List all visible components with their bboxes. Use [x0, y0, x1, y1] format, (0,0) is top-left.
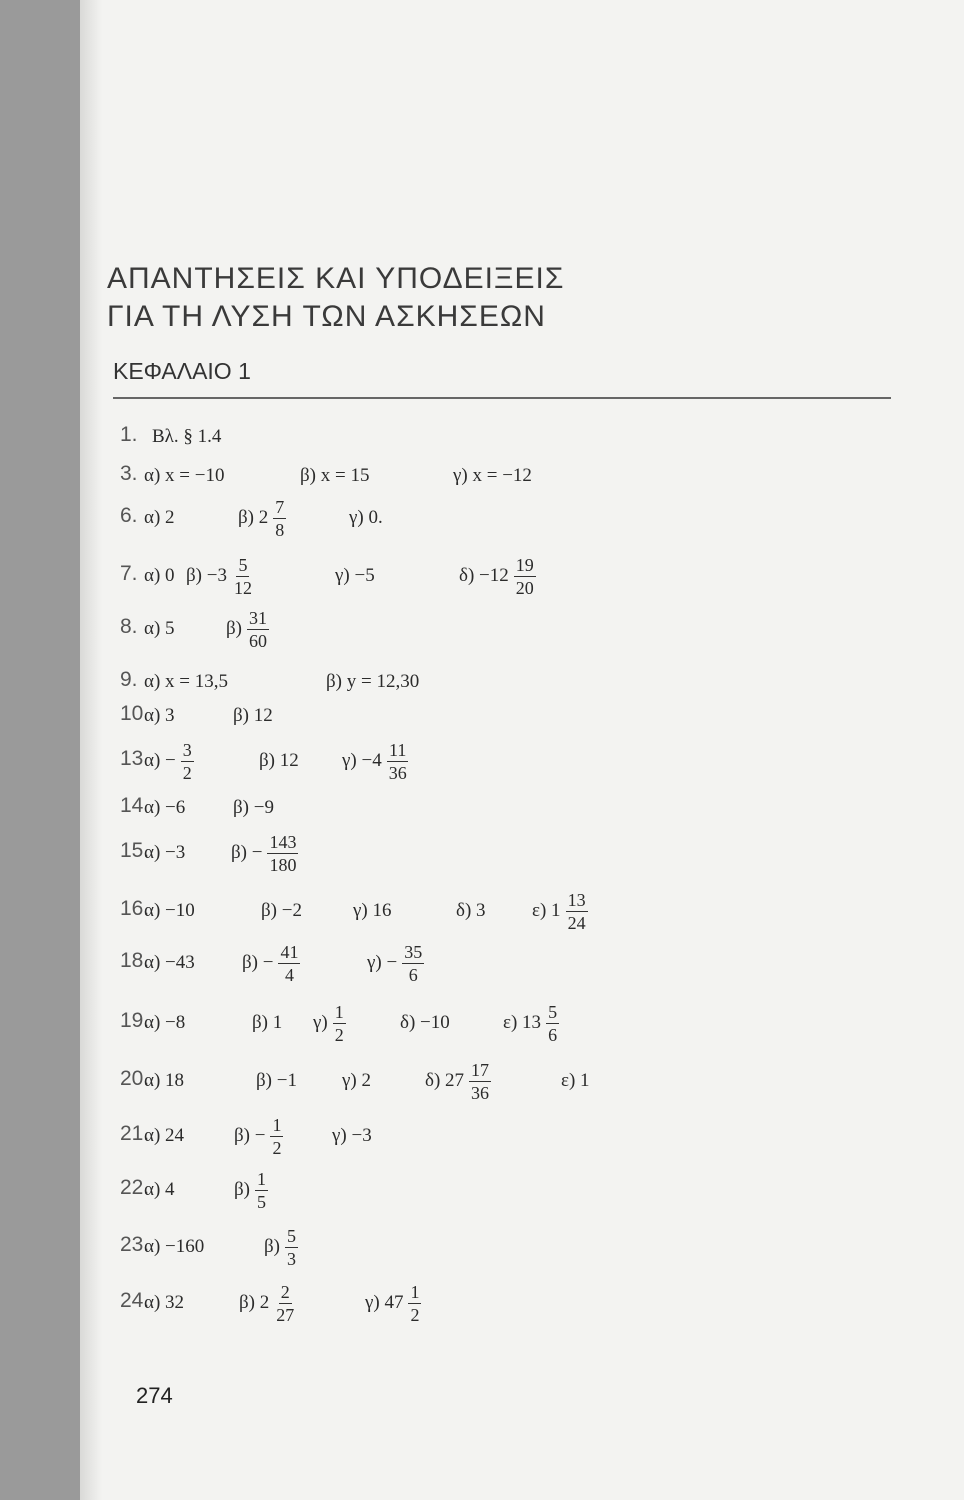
fraction-numerator: 19 [515, 554, 534, 575]
answer-text: α) −160 [144, 1236, 205, 1257]
exercise-number: 7. [120, 562, 138, 585]
answer-text: β) −1 [256, 1070, 297, 1091]
answer-text: γ) 16 [353, 900, 392, 921]
fraction-denominator: 27 [276, 1304, 295, 1325]
fraction-denominator: 20 [515, 577, 534, 598]
fraction-denominator: 12 [233, 577, 252, 598]
answer-text: β) 1 [252, 1012, 283, 1033]
exercise-number: 23. [120, 1233, 150, 1256]
answer-part [144, 1158, 177, 1222]
exercise-number: 22. [120, 1176, 150, 1199]
answer-text: γ) 0. [349, 507, 383, 528]
answer-text: β) 2 [239, 1292, 270, 1313]
fraction-denominator: 60 [249, 630, 267, 651]
answer-part [144, 931, 197, 995]
fraction [566, 891, 588, 932]
exercise-number: 19. [120, 1009, 150, 1032]
exercise-number: 1. [120, 423, 138, 446]
fraction-numerator: 31 [249, 607, 267, 628]
exercise-number: 6. [120, 504, 138, 527]
fraction-denominator: 180 [269, 854, 297, 875]
exercise-number: 14 [120, 794, 144, 817]
answer-text: α) 3 [144, 705, 175, 726]
exercise-number: 3. [120, 462, 138, 485]
answer-row [80, 1215, 964, 1279]
section-heading-line-2: ΓΙΑ ΤΗ ΛΥΣΗ ΤΩΝ ΑΣΚΗΣΕΩΝ [107, 300, 546, 333]
fraction-denominator: 2 [334, 1024, 344, 1045]
answer-part [234, 1158, 271, 1222]
answer-text: β) 2 [238, 507, 269, 528]
answer-text: γ) x = −12 [453, 465, 532, 486]
answer-text: α) 0 [144, 565, 175, 586]
fraction-denominator: 36 [471, 1082, 490, 1103]
fraction [273, 498, 286, 539]
exercise-number: 10 [120, 702, 144, 725]
answer-text: β) y = 12,30 [326, 671, 420, 692]
fraction-denominator: 5 [257, 1191, 266, 1212]
answer-text: γ) − [367, 952, 398, 973]
fraction-numerator: 1 [334, 1001, 344, 1022]
answer-text: δ) −12 [459, 565, 509, 586]
answer-text: β) [234, 1179, 250, 1200]
answer-part [503, 991, 562, 1055]
answer-text: β) [264, 1236, 280, 1257]
answer-text: γ) [313, 1012, 328, 1033]
answer-part [349, 486, 385, 550]
fraction [402, 943, 424, 984]
answer-text: β) −3 [186, 565, 227, 586]
fraction-numerator: 5 [287, 1225, 296, 1246]
fraction [270, 1116, 283, 1157]
exercise-number: 15. [120, 839, 150, 862]
answer-text: α) 18 [144, 1070, 185, 1091]
exercise-number: 9. [120, 668, 138, 691]
answer-part [367, 931, 427, 995]
answer-part [144, 1215, 206, 1279]
exercise-number: 13 [120, 747, 144, 770]
fraction [247, 609, 269, 650]
chapter-title: ΚΕΦΑΛΑΙΟ 1 [113, 358, 251, 384]
fraction-denominator: 6 [548, 1024, 558, 1045]
fraction-denominator: 36 [388, 762, 407, 783]
fraction-denominator: 6 [408, 964, 418, 985]
answer-text: β) − [242, 952, 274, 973]
exercise-number: 8. [120, 615, 138, 638]
fraction-numerator: 35 [404, 941, 423, 962]
answer-text: Βλ. § 1.4 [152, 426, 222, 447]
fraction-numerator: 143 [269, 831, 297, 852]
answer-part [252, 991, 284, 1055]
fraction-denominator: 8 [275, 519, 285, 540]
fraction [333, 1003, 346, 1044]
answer-text: δ) −10 [400, 1012, 450, 1033]
answer-part [238, 486, 289, 550]
answer-text: β) [226, 618, 242, 639]
answer-part [144, 1271, 186, 1335]
fraction-denominator: 4 [284, 964, 294, 985]
answer-part [313, 991, 349, 1055]
fraction [255, 1170, 268, 1211]
answer-text: ε) 1 [532, 900, 561, 921]
answer-text: α) −8 [144, 1012, 186, 1033]
answer-text: α) 5 [144, 618, 175, 639]
answer-part [264, 1215, 301, 1279]
answer-text: β) −2 [261, 900, 302, 921]
exercise-number: 16. [120, 897, 150, 920]
fraction-numerator: 1 [272, 1114, 282, 1135]
answer-text: β) − [231, 842, 263, 863]
answer-text: α) − [144, 750, 176, 771]
fraction-denominator: 3 [287, 1248, 296, 1269]
divider-rule [113, 397, 891, 399]
exercise-number: 24. [120, 1289, 150, 1312]
fraction [514, 556, 536, 597]
exercise-number: 18. [120, 949, 150, 972]
answer-text: ε) 1 [561, 1070, 590, 1091]
fraction [274, 1283, 296, 1324]
answer-part [242, 931, 303, 995]
fraction-numerator: 13 [567, 889, 586, 910]
answer-text: α) −43 [144, 952, 195, 973]
fraction-numerator: 17 [471, 1059, 490, 1080]
answer-text: γ) −5 [335, 565, 375, 586]
fraction-numerator: 1 [257, 1168, 266, 1189]
answer-text: β) −9 [233, 797, 274, 818]
fraction [546, 1003, 559, 1044]
fraction [278, 943, 300, 984]
exercise-number: 21. [120, 1122, 150, 1145]
fraction-numerator: 5 [548, 1001, 558, 1022]
fraction-numerator: 7 [275, 496, 285, 517]
fraction-numerator: 5 [238, 554, 248, 575]
answer-text: α) x = −10 [144, 465, 225, 486]
fraction [469, 1061, 491, 1102]
answer-text: δ) 27 [425, 1070, 465, 1091]
answer-text: α) 2 [144, 507, 175, 528]
exercise-number: 20. [120, 1067, 150, 1090]
answer-text: β) − [234, 1125, 266, 1146]
answer-row [80, 486, 964, 550]
answer-part [365, 1271, 424, 1335]
answer-text: δ) 3 [456, 900, 486, 921]
fraction-numerator: 2 [280, 1281, 290, 1302]
answer-part [144, 991, 187, 1055]
fraction-denominator: 2 [182, 762, 192, 783]
answer-row [80, 1158, 964, 1222]
fraction-denominator: 24 [567, 912, 586, 933]
answer-text: β) 12 [233, 705, 273, 726]
page-number: 274 [136, 1383, 173, 1408]
answer-text: α) 24 [144, 1125, 185, 1146]
fraction [267, 833, 298, 874]
fraction-denominator: 2 [272, 1137, 282, 1158]
answer-part [144, 486, 177, 550]
answer-text: γ) −4 [342, 750, 382, 771]
fraction [408, 1283, 421, 1324]
fraction-numerator: 41 [280, 941, 299, 962]
answer-text: γ) −3 [332, 1125, 372, 1146]
answer-part [400, 991, 452, 1055]
answer-text: β) 12 [259, 750, 299, 771]
answer-text: α) 32 [144, 1292, 185, 1313]
fraction-numerator: 1 [410, 1281, 420, 1302]
answer-part [239, 1271, 299, 1335]
book-page [80, 0, 964, 1500]
answer-row [80, 1271, 964, 1335]
fraction [285, 1227, 298, 1268]
answer-row [80, 821, 964, 885]
answer-row [80, 931, 964, 995]
answer-text: β) x = 15 [300, 465, 370, 486]
section-heading-line-1: ΑΠΑΝΤΗΣΕΙΣ ΚΑΙ ΥΠΟΔΕΙΞΕΙΣ [107, 262, 565, 295]
fraction-numerator: 3 [182, 739, 192, 760]
answer-part [144, 821, 187, 885]
answer-text: α) −10 [144, 900, 195, 921]
fraction-denominator: 2 [410, 1304, 420, 1325]
fraction [232, 556, 254, 597]
answer-text: γ) 47 [365, 1292, 404, 1313]
answer-row [80, 991, 964, 1055]
answer-text: α) −6 [144, 797, 186, 818]
answer-text: α) 4 [144, 1179, 175, 1200]
answer-text: ε) 13 [503, 1012, 542, 1033]
answer-text: α) −3 [144, 842, 186, 863]
answer-part [231, 821, 301, 885]
answer-text: α) x = 13,5 [144, 671, 228, 692]
fraction-numerator: 11 [389, 739, 407, 760]
answer-text: γ) 2 [342, 1070, 371, 1091]
